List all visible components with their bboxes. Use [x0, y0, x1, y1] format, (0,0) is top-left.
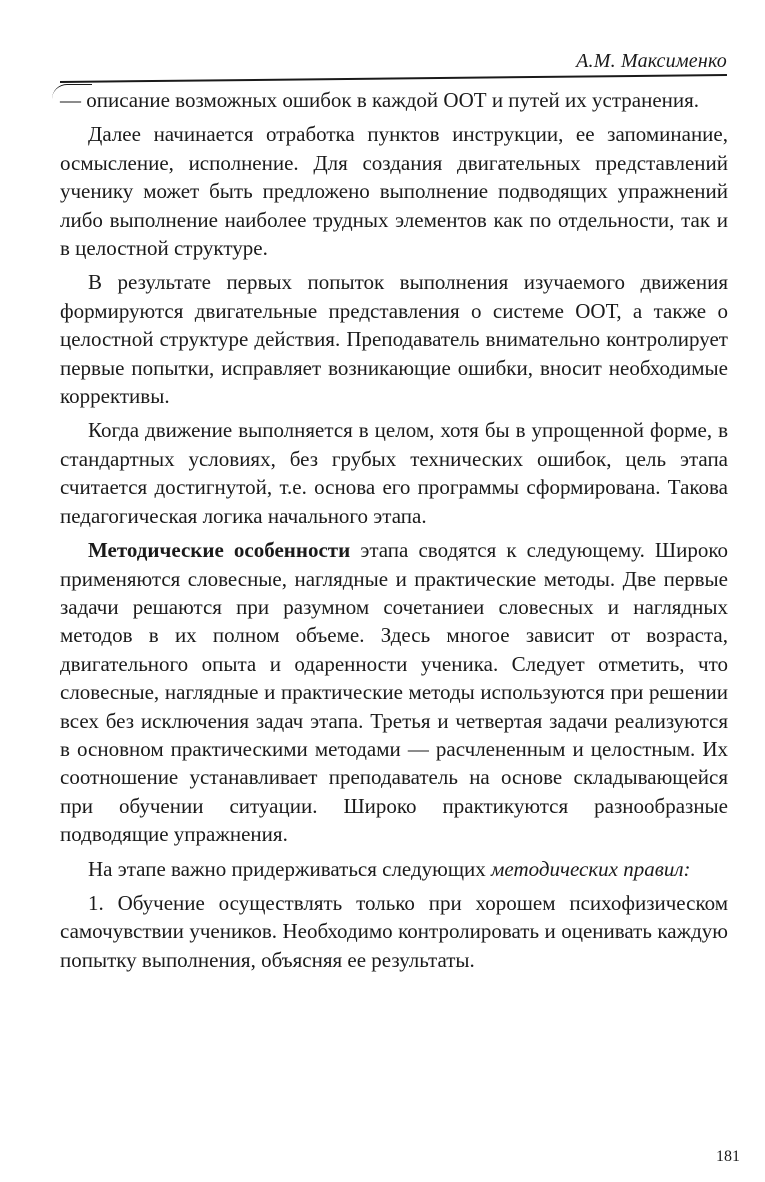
paragraph-2: [60, 120, 728, 262]
page-number: 181: [716, 1148, 740, 1165]
paragraph-5: [60, 536, 728, 848]
paragraph-4: [60, 416, 728, 530]
paragraph-6-italic: методических правил:: [491, 856, 691, 881]
paragraph-1-text: — описание возможных ошибок в каждой ООТ и путей их устранения.: [60, 88, 700, 112]
paragraph-6: [60, 855, 728, 883]
paragraph-3-text: В результате первых попыток выполнения изучаемого движения формируются двигательные представления о системе ООТ, а также о целостной структуре действия. Преподаватель внимательно контролирует первые попытки, исправляет возникающие ошибки, вносит необходимые коррективы.: [60, 270, 728, 409]
paragraph-6-text: На этапе важно придерживаться следующих: [88, 856, 491, 881]
paragraph-1: [60, 86, 728, 114]
running-head: А.М. Максименко: [576, 50, 727, 72]
paragraph-4-text: Когда движение выполняется в целом, хотя бы в упрощенной форме, в стандартных условиях, без грубых технических ошибок, цель этапа считается достигнутой, т.е. основа его программы сформирована. Такова педагогическая логика начального этапа.: [60, 418, 728, 528]
paragraph-3: [60, 268, 728, 410]
paragraph-2-text: Далее начинается отработка пунктов инструкции, ее запоминание, осмысление, исполнение. Для создания двигательных представлений ученику может быть предложено выполнение подводящих упражнений либо выполнение наиболее трудных элементов как по отдельности, так и в целостной структуре.: [60, 122, 728, 261]
paragraph-7: [60, 889, 728, 974]
page-body: [60, 86, 728, 980]
paragraph-5-lead: Методические особенности: [88, 538, 351, 563]
paragraph-5-text: этапа сводятся к следующему. Широко применяются словесные, наглядные и практические методы. Две первые задачи решаются при разумном сочетаниеи словесных и наглядных методов в их полном объеме. Здесь многое зависит от возраста, двигательного опыта и одаренности ученика. Следует отметить, что словесные, наглядные и практические методы используются при решении всех без исключения задач этапа. Третья и четвертая задачи реализуются в основном практическими методами — расчлененным и целостным. Их соотношение устанавливает преподаватель на основе складывающейся при обучении ситуации. Широко практикуются разнообразные подводящие упражнения.: [60, 538, 728, 847]
paragraph-7-text: 1. Обучение осуществлять только при хорошем психофизическом самочувствии учеников. Необходимо контролировать и оценивать каждую попытку выполнения, объясняя ее результаты.: [60, 890, 728, 972]
header-rule: [60, 74, 727, 82]
